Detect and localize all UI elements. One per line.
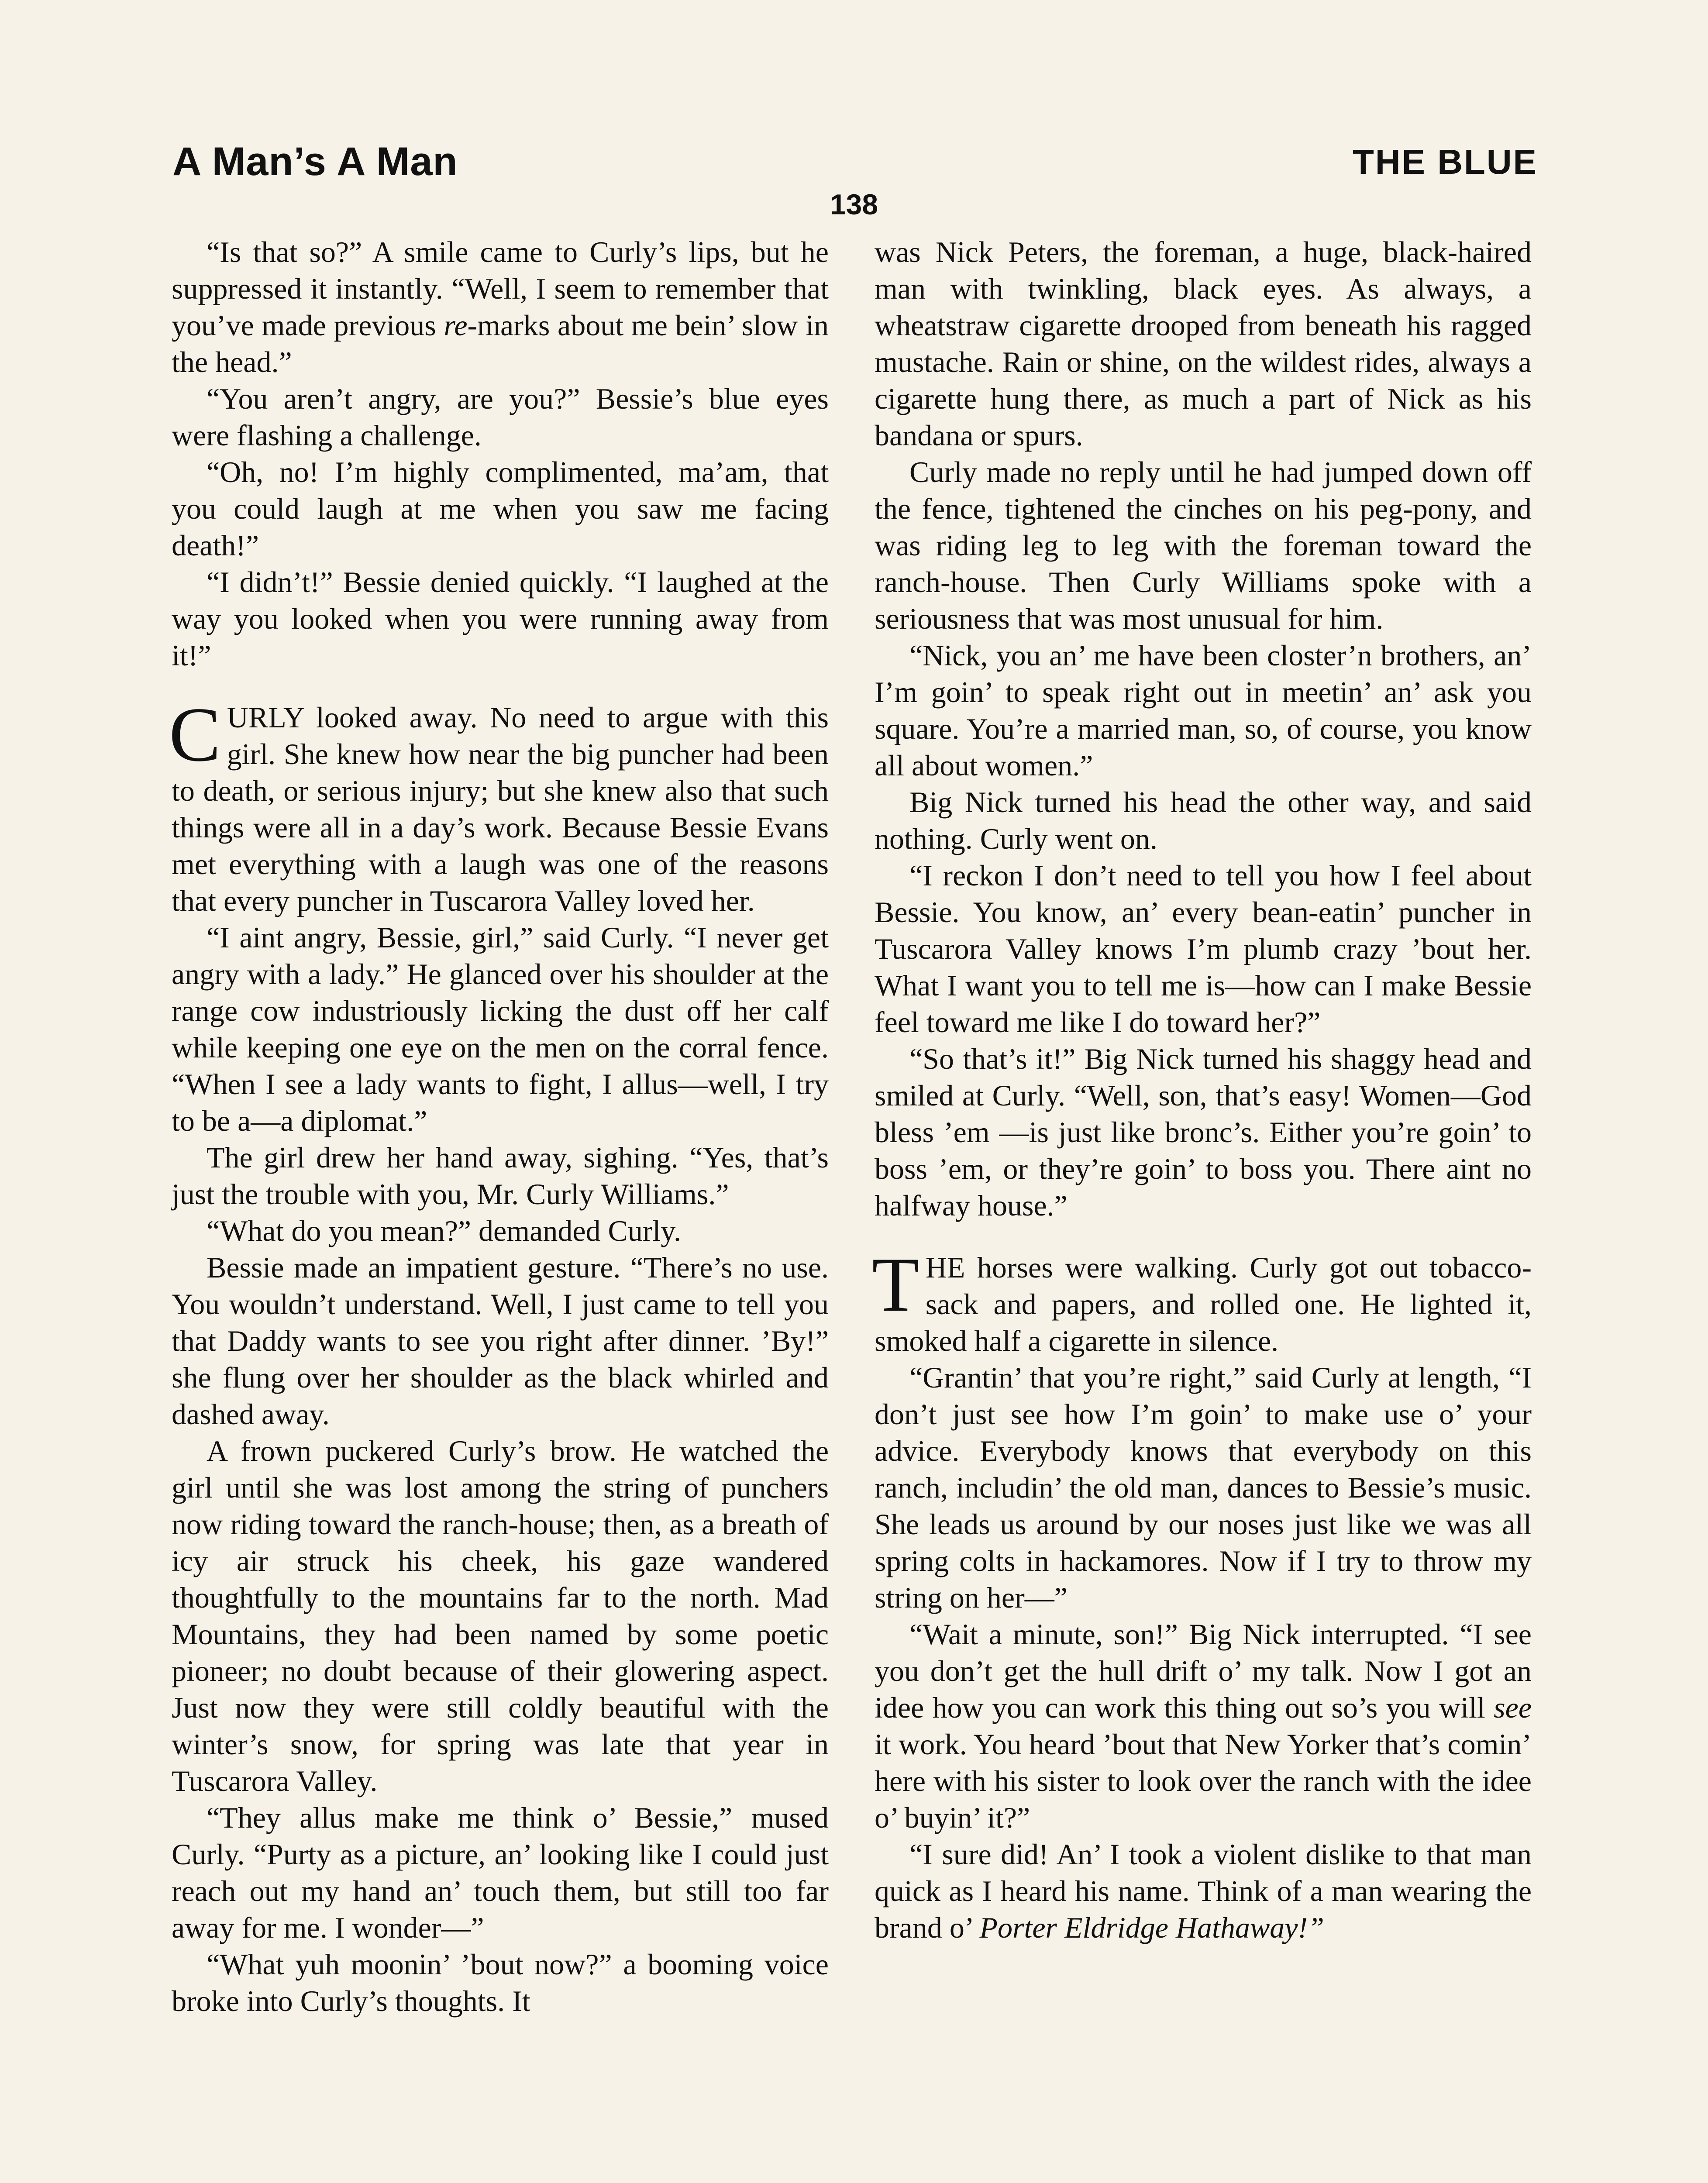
- paragraph-text: Big Nick turned his head the other way, and said nothing. Curly went on.: [875, 785, 1532, 855]
- paragraph-text: “What yuh moonin’ ’bout now?” a booming voice broke into Curly’s thoughts. It: [172, 1948, 829, 2018]
- magazine-title: THE BLUE: [1353, 142, 1538, 181]
- paragraph: [875, 1616, 1532, 1836]
- paragraph-text: URLY looked away. No need to argue with this girl. She knew how near the big puncher had been to death, or serious injury; but she knew also that such things were all in a day’s work. Because Bessie Evans met everything with a laugh was one of the reasons that every puncher in Tuscarora Valley loved her.: [172, 701, 829, 917]
- paragraph: [172, 1249, 829, 1432]
- drop-cap-letter: T: [872, 1241, 919, 1328]
- right-text-column: [872, 234, 1532, 1946]
- paragraph-text: “You aren’t angry, are you?” Bessie’s blue eyes were flashing a challenge.: [172, 382, 829, 452]
- paragraph: [172, 380, 829, 454]
- paragraph-text: “Oh, no! I’m highly complimented, ma’am, that you could laugh at me when you saw me facing death!”: [172, 455, 829, 562]
- paragraph-text: “I reckon I don’t need to tell you how I feel about Bessie. You know, an’ every bean-eatin’ puncher in Tuscarora Valley knows I’m plumb crazy ’bout her. What I want you to tell me is—how can I make Bessie feel toward me like I do toward her?”: [875, 859, 1532, 1039]
- paragraph: [172, 564, 829, 674]
- paragraph-text: “Grantin’ that you’re right,” said Curly at length, “I don’t just see how I’m goin’ to make use o’ your advice. Everybody knows that everybody on this ranch, includin’ the old man, dances to Bessie’s music. She leads us around by our noses just like we was all spring colts in hackamores. Now if I try to throw my string on her—”: [875, 1361, 1532, 1614]
- paragraph-text-continued: it work. You heard ’bout that New Yorker that’s comin’ here with his sister to look over the ranch with the idee o’ buyin’ it?”: [875, 1728, 1532, 1834]
- paragraph-text: “They allus make me think o’ Bessie,” mused Curly. “Purty as a picture, an’ looking like I could just reach out my hand an’ touch them, but still too far away for me. I wonder—”: [172, 1801, 829, 1944]
- drop-cap-letter: C: [169, 691, 221, 778]
- paragraph-text-continued: -marks about me bein’ slow in the head.”: [172, 309, 829, 379]
- paragraph: [872, 1241, 1532, 1359]
- paragraph-text: “I aint angry, Bessie, girl,” said Curly. “I never get angry with a lady.” He glanced over his shoulder at the range cow industriously licking the dust off her calf while keeping one eye on the men on the corral fence. “When I see a lady wants to fight, I allus—well, I try to be a—a diplomat.”: [172, 921, 829, 1137]
- paragraph-text: was Nick Peters, the foreman, a huge, black-haired man with twinkling, black eyes. As always, a wheatstraw cigarette drooped from beneath his ragged mustache. Rain or shine, on the wildest rides, always a cigarette hung there, as much a part of Nick as his bandana or spurs.: [875, 235, 1532, 452]
- left-text-column: [169, 234, 829, 2019]
- paragraph: [172, 1212, 829, 1249]
- paragraph-text: Curly made no reply until he had jumped down off the fence, tightened the cinches on his peg-pony, and was riding leg to leg with the foreman toward the ranch-house. Then Curly Williams spoke with a seriousness that was most unusual for him.: [875, 455, 1532, 635]
- paragraph: [875, 1359, 1532, 1616]
- story-title: A Man’s A Man: [172, 139, 458, 184]
- paragraph: [875, 454, 1532, 637]
- italic-text: re: [444, 309, 468, 342]
- italic-text: Porter Eldridge Hathaway!”: [979, 1911, 1324, 1944]
- paragraph: [875, 637, 1532, 784]
- paragraph: [172, 1139, 829, 1212]
- paragraph-text: The girl drew her hand away, sighing. “Yes, that’s just the trouble with you, Mr. Curly Williams.”: [172, 1141, 829, 1211]
- paragraph-text: “Wait a minute, son!” Big Nick interrupted. “I see you don’t get the hull drift o’ my talk. Now I got an idee how you can work this thing out so’s you will: [875, 1618, 1532, 1724]
- paragraph: [172, 1432, 829, 1799]
- paragraph-text: Bessie made an impatient gesture. “There’s no use. You wouldn’t understand. Well, I just came to tell you that Daddy wants to see you right after dinner. ’By!” she flung over her shoulder as the black whirled and dashed away.: [172, 1251, 829, 1431]
- paragraph-text: “So that’s it!” Big Nick turned his shaggy head and smiled at Curly. “Well, son, that’s easy! Women—God bless ’em —is just like bronc’s. Either you’re goin’ to boss ’em, or they’re goin’ to boss you. There aint no halfway house.”: [875, 1042, 1532, 1222]
- paragraph: [875, 784, 1532, 857]
- paragraph: [875, 234, 1532, 454]
- paragraph-text: “Is that so?” A smile came to Curly’s lips, but he suppressed it instantly. “Well, I seem to remember that you’ve made previous: [172, 235, 829, 342]
- paragraph: [172, 234, 829, 380]
- paragraph: [172, 1946, 829, 2019]
- paragraph-text: A frown puckered Curly’s brow. He watched the girl until she was lost among the string of punchers now riding toward the ranch-house; then, as a breath of icy air struck his cheek, his gaze wandered thoughtfully to the mountains far to the north. Mad Mountains, they had been named by some poetic pioneer; no doubt because of their glowering aspect. Just now they were still coldly beautiful with the winter’s snow, for spring was late that year in Tuscarora Valley.: [172, 1434, 829, 1797]
- paragraph-text: “I sure did! An’ I took a violent dislike to that man quick as I heard his name. Think of a man wearing the brand o’: [875, 1838, 1532, 1944]
- paragraph: [172, 454, 829, 564]
- paragraph: [169, 691, 829, 919]
- paragraph: [875, 1040, 1532, 1224]
- paragraph: [875, 857, 1532, 1040]
- paragraph: [875, 1836, 1532, 1946]
- paragraph: [172, 919, 829, 1139]
- paragraph-text: “Nick, you an’ me have been closter’n brothers, an’ I’m goin’ to speak right out in meetin’ an’ ask you square. You’re a married man, so, of course, you know all about women.”: [875, 639, 1532, 782]
- paragraph-text: HE horses were walking. Curly got out tobacco-sack and papers, and rolled one. He lighted it, smoked half a cigarette in silence.: [875, 1251, 1532, 1357]
- paragraph-text: “I didn’t!” Bessie denied quickly. “I laughed at the way you looked when you were running away from it!”: [172, 565, 829, 672]
- paragraph: [172, 1799, 829, 1946]
- italic-text: see: [1494, 1691, 1532, 1724]
- page-number: 138: [830, 188, 878, 220]
- paragraph-text: “What do you mean?” demanded Curly.: [207, 1214, 681, 1247]
